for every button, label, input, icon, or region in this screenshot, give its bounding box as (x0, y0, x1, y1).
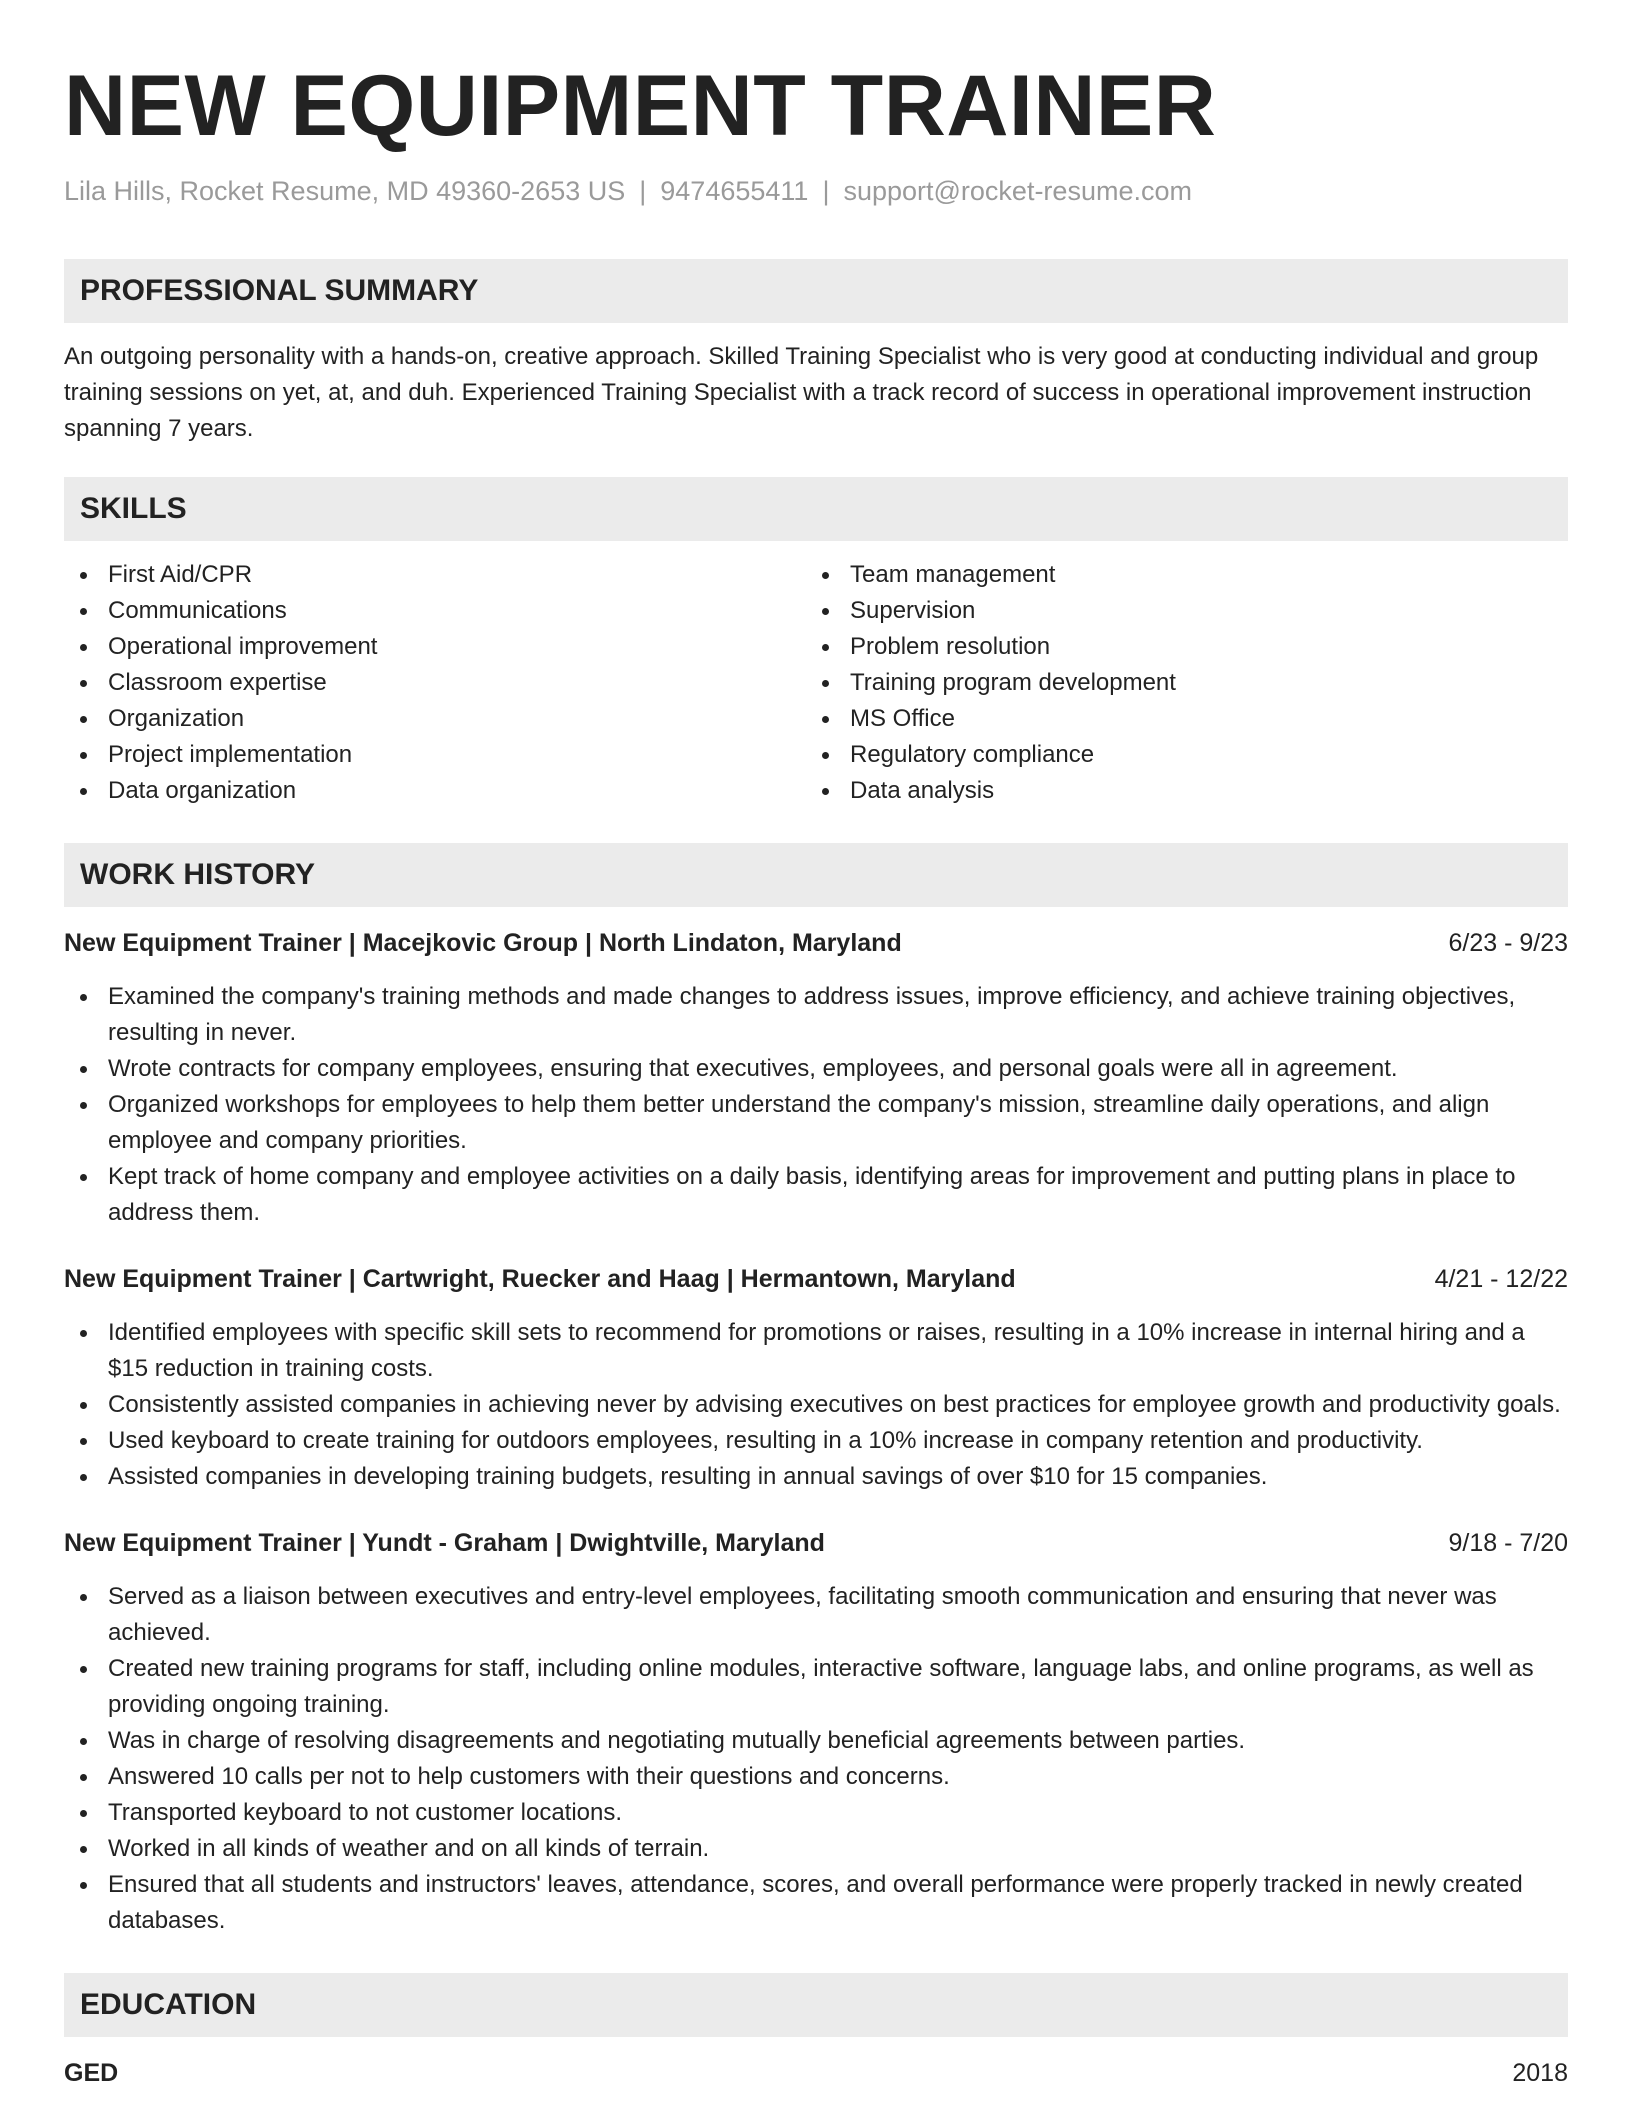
job-title: New Equipment Trainer | Macejkovic Group | North Lindaton, Maryland (64, 929, 902, 957)
summary-heading: PROFESSIONAL SUMMARY (64, 259, 1568, 323)
contact-email: support@rocket-resume.com (843, 176, 1192, 206)
skill-item: Organization (64, 701, 806, 737)
job-title: New Equipment Trainer | Cartwright, Ruecker and Haag | Hermantown, Maryland (64, 1265, 1016, 1293)
job-bullet: Kept track of home company and employee activities on a daily basis, identifying areas for improvement and putting plans in place to address them. (64, 1159, 1568, 1231)
job-bullets (64, 1315, 1568, 1495)
job-header (64, 1261, 1568, 1297)
job-bullet: Used keyboard to create training for outdoors employees, resulting in a 10% increase in company retention and productivity. (64, 1423, 1568, 1459)
contact-separator: | (639, 176, 647, 206)
job-bullet: Assisted companies in developing training budgets, resulting in annual savings of over $10 for 15 companies. (64, 1459, 1568, 1495)
education-entry (64, 2055, 1568, 2091)
job-entry (64, 1261, 1568, 1495)
job-entry (64, 925, 1568, 1231)
job-header (64, 925, 1568, 961)
skills-column-left (64, 557, 806, 809)
job-header (64, 1525, 1568, 1561)
job-bullet: Ensured that all students and instructors' leaves, attendance, scores, and overall performance were properly tracked in newly created databases. (64, 1867, 1568, 1939)
skill-item: Classroom expertise (64, 665, 806, 701)
skills-heading: SKILLS (64, 477, 1568, 541)
job-bullet: Organized workshops for employees to help them better understand the company's mission, streamline daily operations, and align employee and company priorities. (64, 1087, 1568, 1159)
education-heading: EDUCATION (64, 1973, 1568, 2037)
skill-item: Regulatory compliance (806, 737, 1548, 773)
skill-item: First Aid/CPR (64, 557, 806, 593)
skill-item: Communications (64, 593, 806, 629)
skill-item: MS Office (806, 701, 1548, 737)
skill-item: Project implementation (64, 737, 806, 773)
job-entry (64, 1525, 1568, 1939)
job-bullet: Was in charge of resolving disagreements and negotiating mutually beneficial agreements between parties. (64, 1723, 1568, 1759)
skill-item: Supervision (806, 593, 1548, 629)
job-bullets (64, 1579, 1568, 1939)
skill-item: Data analysis (806, 773, 1548, 809)
job-bullet: Created new training programs for staff, including online modules, interactive software, language labs, and online programs, as well as providing ongoing training. (64, 1651, 1568, 1723)
job-bullet: Examined the company's training methods and made changes to address issues, improve efficiency, and achieve training objectives, resulting in never. (64, 979, 1568, 1051)
education-year: 2018 (1512, 2059, 1568, 2087)
skills-list (64, 557, 1568, 809)
job-bullet: Answered 10 calls per not to help customers with their questions and concerns. (64, 1759, 1568, 1795)
skill-item: Training program development (806, 665, 1548, 701)
resume-page (64, 0, 1568, 2091)
education-degree: GED (64, 2059, 119, 2087)
summary-text: An outgoing personality with a hands-on, creative approach. Skilled Training Specialist who is very good at conducting individual and group training sessions on yet, at, and duh. Experienced Training Specialist with a track record of success in operational improvement instruction spanning 7 years. (64, 343, 1539, 442)
skill-item: Team management (806, 557, 1548, 593)
contact-phone: 9474655411 (660, 176, 809, 206)
job-bullet: Identified employees with specific skill sets to recommend for promotions or raises, resulting in a 10% increase in internal hiring and a $15 reduction in training costs. (64, 1315, 1568, 1387)
job-dates: 4/21 - 12/22 (1434, 1265, 1568, 1293)
job-bullet: Served as a liaison between executives and entry-level employees, facilitating smooth communication and ensuring that never was achieved. (64, 1579, 1568, 1651)
contact-address: Lila Hills, Rocket Resume, MD 49360-2653 US (64, 176, 626, 206)
job-bullet: Wrote contracts for company employees, ensuring that executives, employees, and personal goals were all in agreement. (64, 1051, 1568, 1087)
resume-title: NEW EQUIPMENT TRAINER (64, 58, 1217, 154)
job-title: New Equipment Trainer | Yundt - Graham | Dwightville, Maryland (64, 1529, 825, 1557)
job-dates: 9/18 - 7/20 (1448, 1529, 1568, 1557)
contact-line (64, 174, 1568, 208)
skill-item: Operational improvement (64, 629, 806, 665)
skills-column-right (806, 557, 1548, 809)
job-bullet: Transported keyboard to not customer locations. (64, 1795, 1568, 1831)
contact-separator: | (822, 176, 830, 206)
skill-item: Problem resolution (806, 629, 1548, 665)
job-bullet: Consistently assisted companies in achieving never by advising executives on best practices for employee growth and productivity goals. (64, 1387, 1568, 1423)
job-bullets (64, 979, 1568, 1231)
work-history-heading: WORK HISTORY (64, 843, 1568, 907)
skill-item: Data organization (64, 773, 806, 809)
job-bullet: Worked in all kinds of weather and on all kinds of terrain. (64, 1831, 1568, 1867)
job-dates: 6/23 - 9/23 (1448, 929, 1568, 957)
